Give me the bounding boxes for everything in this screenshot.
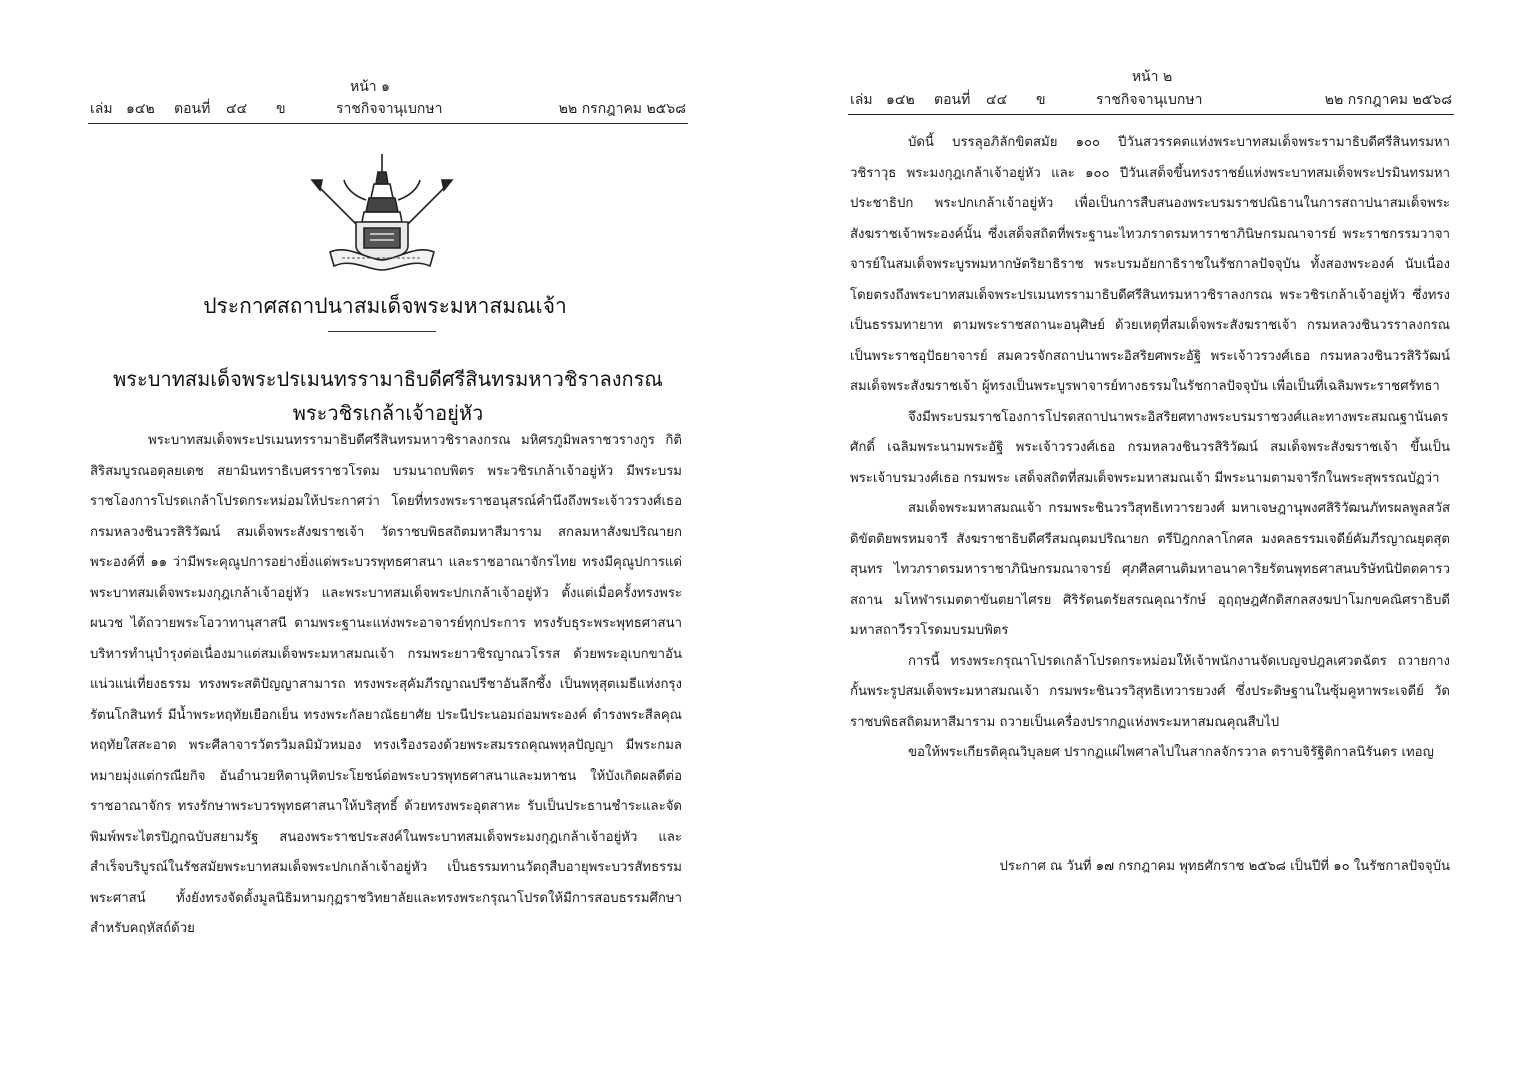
page-number: หน้า ๒ [1131, 69, 1173, 85]
gazette-date: ๒๒ กรกฎาคม ๒๕๖๘ [1324, 92, 1452, 108]
proclamation-title: ประกาศสถาปนาสมเด็จพระมหาสมณเจ้า [203, 294, 567, 318]
proclamation-body [850, 128, 1450, 769]
paragraph: การนี้ ทรงพระกรุณาโปรดเกล้าโปรดกระหม่อมให้เจ้าพนักงานจัดเบญจปฎลเศวตฉัตร ถวายกางกั้นพระรูปสมเด็จพระมหาสมณเจ้า กรมพระชินวรวิสุทธิเทวารยวงศ์ ซึ่งประดิษฐานในซุ้มคูหาพระเจดีย์ วัดราชบพิธสถิตมหาสีมาราม ถวายเป็นเครื่องปรากฏแห่งพระมหาสมณคุณสืบไป [850, 653, 1450, 730]
royal-seal-icon [308, 150, 456, 275]
royal-title [88, 362, 688, 430]
volume-number: ๑๔๒ [126, 101, 155, 117]
proclamation-body [90, 426, 682, 945]
section-letter: ข [276, 101, 286, 117]
section-label: ตอนที่ [934, 92, 971, 108]
volume-number: ๑๔๒ [886, 92, 915, 108]
gazette-page-2 [768, 0, 1536, 1075]
title-divider [328, 331, 436, 332]
header-rule [848, 114, 1454, 115]
section-label: ตอนที่ [174, 101, 211, 117]
royal-title-line-1: พระบาทสมเด็จพระปรเมนทรรามาธิบดีศรีสินทรมหาวชิราลงกรณ [113, 367, 663, 391]
gazette-name: ราชกิจจานุเบกษา [336, 101, 443, 117]
page-number: หน้า ๑ [350, 79, 390, 95]
volume-label: เล่ม [90, 101, 113, 117]
section-number: ๔๔ [986, 92, 1008, 108]
gazette-header [90, 99, 686, 119]
proclamation-date-line: ประกาศ ณ วันที่ ๑๗ กรกฎาคม พุทธศักราช ๒๕๖๘ เป็นปีที่ ๑๐ ในรัชกาลปัจจุบัน [999, 859, 1450, 874]
royal-title-line-2: พระวชิรเกล้าเจ้าอยู่หัว [292, 401, 484, 425]
section-letter: ข [1036, 92, 1046, 108]
gazette-name: ราชกิจจานุเบกษา [1096, 92, 1203, 108]
volume-label: เล่ม [850, 92, 873, 108]
header-rule [88, 123, 688, 124]
paragraph: บัดนี้ บรรลุอภิลักขิตสมัย ๑๐๐ ปีวันสวรรคตแห่งพระบาทสมเด็จพระรามาธิบดีศรีสินทรมหาวชิราวุธ พระมงกุฎเกล้าเจ้าอยู่หัว และ ๑๐๐ ปีวันเสด็จขึ้นทรงราชย์แห่งพระบาทสมเด็จพระปรมินทรมหาประชาธิปก พระปกเกล้าเจ้าอยู่หัว เพื่อเป็นการสืบสนองพระบรมราชปณิธานในการสถาปนาสมเด็จพระสังฆราชเจ้าพระองค์นั้น ซึ่งเสด็จสถิตที่พระฐานะไทวภราดรมหาราชาภินิษกรมณาจารย์ พระราชกรรมวาจาจารย์ในสมเด็จพระบูรพมหากษัตริยาธิราช พระบรมอัยกาธิราชในรัชกาลปัจจุบัน ทั้งสองพระองค์ นับเนื่องโดยตรงถึงพระบาทสมเด็จพระปรเมนทรรามาธิบดีศรีสินทรมหาวชิราลงกรณ พระวชิรเกล้าเจ้าอยู่หัว ซึ่งทรงเป็นธรรมทายาท ตามพระราชสถานะอนุศิษย์ ด้วยเหตุที่สมเด็จพระสังฆราชเจ้า กรมหลวงชินวรราลงกรณ เป็นพระราชอุปัธยาจารย์ สมควรจักสถาปนาพระอิสริยศพระอัฐิ พระเจ้าวรวงศ์เธอ กรมหลวงชินวรสิริวัฒน์ สมเด็จพระสังฆราชเจ้า ผู้ทรงเป็นพระบูรพาจารย์ทางธรรมในรัชกาลปัจจุบัน เพื่อเป็นที่เฉลิมพระราชศรัทธา [850, 135, 1450, 394]
paragraph: สมเด็จพระมหาสมณเจ้า กรมพระชินวรวิสุทธิเทวารยวงศ์ มหาเจษฎานุพงศสิริวัฒนภัทรผลพูลสวัสดิขัตติยพรหมจารี สังฆราชาธิบดีศรีสมณุตมปริณายก ตรีปิฎกกลาโกศล มงคลธรรมเจดีย์คัมภีรญาณยุตสุตสุนทร ไทวภราดรมหาราชาภินิษกรมณาจารย์ ศุภศีลศานติมหาอนาคาริยรัตนพุทธศาสนบริษัทนิปัตตคารวสถาน มโหฬารเมตตาขันตยาไศรย ศิริรัตนตรัยสรณคุณารักษ์ อุฤฤษฎศักดิสกลสงฆปาโมกขคณิศราธิบดี มหาสถาวีรวโรดมบรมบพิตร [850, 501, 1450, 638]
section-number: ๔๔ [226, 101, 248, 117]
paragraph: จึงมีพระบรมราชโองการโปรดสถาปนาพระอิสริยศทางพระบรมราชวงศ์และทางพระสมณฐานันดรศักดิ์ เฉลิมพระนามพระอัฐิ พระเจ้าวรวงศ์เธอ กรมหลวงชินวรสิริวัฒน์ สมเด็จพระสังฆราชเจ้า ขึ้นเป็น พระเจ้าบรมวงศ์เธอ กรมพระ เสด็จสถิตที่สมเด็จพระมหาสมณเจ้า มีพระนามตามจารึกในพระสุพรรณบัฏว่า [850, 409, 1450, 486]
paragraph: ขอให้พระเกียรติคุณวิบุลยศ ปรากฏแผ่ไพศาลไปในสากลจักรวาล ตราบจิรัฐิติกาลนิรันดร เทอญ [908, 745, 1434, 760]
gazette-date: ๒๒ กรกฎาคม ๒๕๖๘ [558, 101, 686, 117]
paragraph: พระบาทสมเด็จพระปรเมนทรรามาธิบดีศรีสินทรมหาวชิราลงกรณ มหิศรภูมิพลราชวรางกูร กิติสิริสมบูรณอดุลยเดช สยามินทราธิเบศรราชวโรดม บรมนาถบพิตร พระวชิรเกล้าเจ้าอยู่หัว มีพระบรมราชโองการโปรดเกล้าโปรดกระหม่อมให้ประกาศว่า โดยที่ทรงพระราชอนุสรณ์คำนึงถึงพระเจ้าวรวงศ์เธอ กรมหลวงชินวรสิริวัฒน์ สมเด็จพระสังฆราชเจ้า วัดราชบพิธสถิตมหาสีมาราม สกลมหาสังฆปริณายกพระองค์ที่ ๑๑ ว่ามีพระคุณูปการอย่างยิ่งแด่พระบวรพุทธศาสนา และราชอาณาจักรไทย ทรงมีคุณูปการแด่พระบาทสมเด็จพระมงกุฎเกล้าเจ้าอยู่หัว และพระบาทสมเด็จพระปกเกล้าเจ้าอยู่หัว ตั้งแต่เมื่อครั้งทรงพระผนวช ได้ถวายพระโอวาทานุสาสนี ตามพระฐานะแห่งพระอาจารย์ทุกประการ ทรงรับธุระพระพุทธศาสนา บริหารทำนุบำรุงต่อเนื่องมาแต่สมเด็จพระมหาสมณเจ้า กรมพระยาวชิรญาณวโรรส ด้วยพระอุเบกขาอันแน่วแน่เที่ยงธรรม ทรงพระสติปัญญาสามารถ ทรงพระสุคัมภีรญาณปรีชาอันลึกซึ้ง เป็นพหุสุตเมธีแห่งกรุงรัตนโกสินทร์ มีน้ำพระหฤทัยเยือกเย็น ทรงพระกัลยาณัธยาศัย ประนีประนอมถ่อมพระองค์ ดำรงพระสีลคุณหฤทัยใสสะอาด พระศีลาจารวัตรวิมลมิมัวหมอง ทรงเรืองรองด้วยพระสมรรถคุณพหุลปัญญา มีพระกมลหมายมุ่งแต่กรณียกิจ อันอำนวยหิตานุหิตประโยชน์ต่อพระบวรพุทธศาสนาและมหาชน ให้บังเกิดผลดีต่อราชอาณาจักร ทรงรักษาพระบวรพุทธศาสนาให้บริสุทธิ์ ด้วยทรงพระอุตสาหะ รับเป็นประธานชำระและจัดพิมพ์พระไตรปิฎกฉบับสยามรัฐ สนองพระราชประสงค์ในพระบาทสมเด็จพระมงกุฎเกล้าเจ้าอยู่หัว และสำเร็จบริบูรณ์ในรัชสมัยพระบาทสมเด็จพระปกเกล้าเจ้าอยู่หัว เป็นธรรมทานวัตถุสืบอายุพระบวรสัทธรรมพระศาสน์ ทั้งยังทรงจัดตั้งมูลนิธิมหามกุฏราชวิทยาลัยและทรงพระกรุณาโปรดให้มีการสอบธรรมศึกษาสำหรับคฤหัสถ์ด้วย [90, 433, 682, 936]
gazette-header [850, 90, 1452, 110]
